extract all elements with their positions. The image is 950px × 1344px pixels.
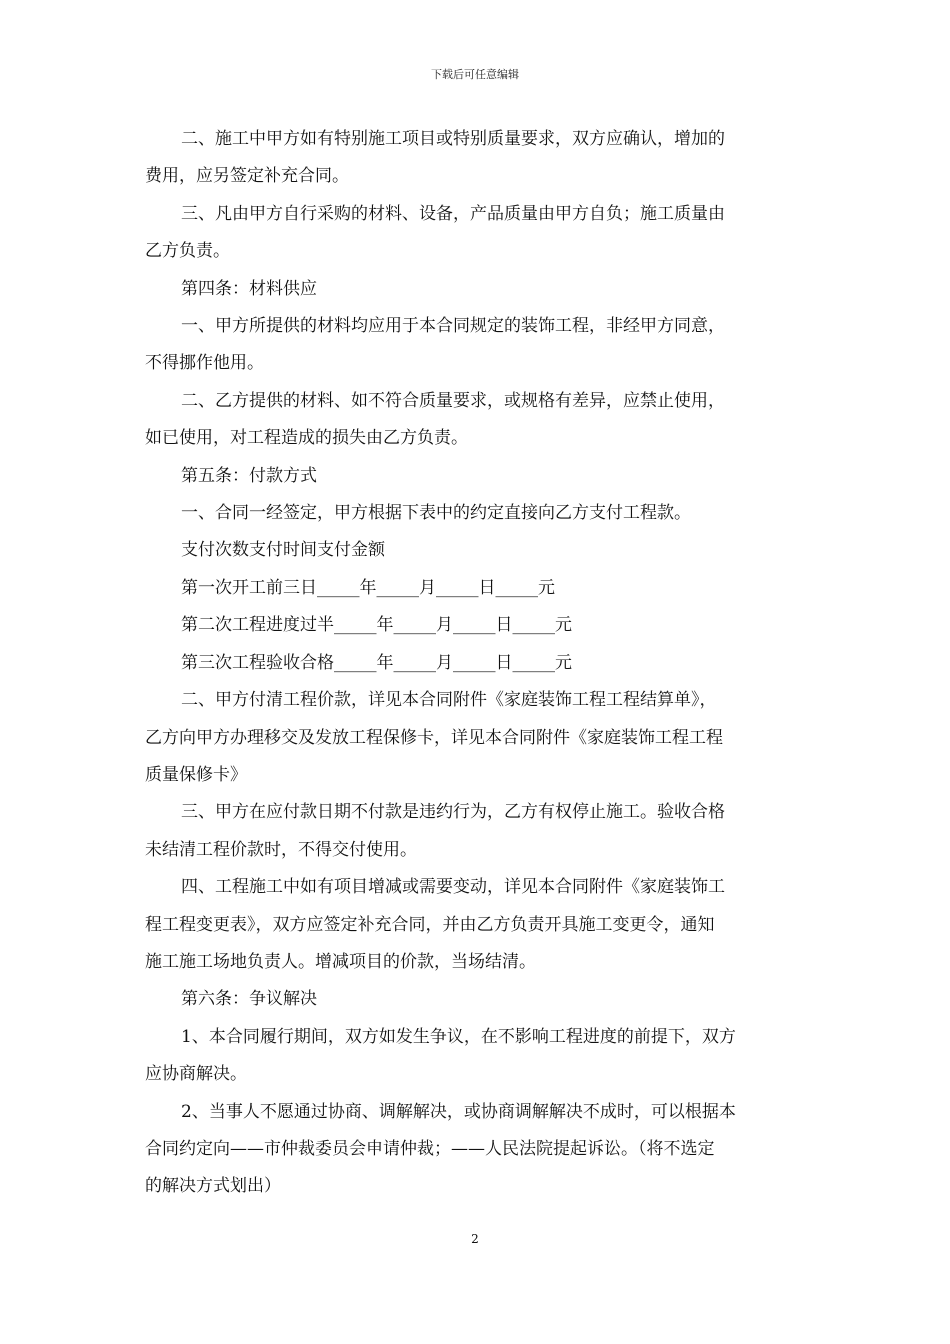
document-line: 程工程变更表》，双方应签定补充合同，并由乙方负责开具施工变更令，通知	[145, 914, 715, 935]
document-line: 1、本合同履行期间，双方如发生争议，在不影响工程进度的前提下，双方	[181, 1026, 736, 1047]
document-line: 二、甲方付清工程价款，详见本合同附件《家庭装饰工程工程结算单》，	[181, 690, 717, 711]
document-line: 的解决方式划出）	[145, 1176, 281, 1197]
page-number: 2	[471, 1232, 479, 1246]
document-body	[145, 121, 807, 1206]
document-line: 第五条：付款方式	[181, 465, 317, 486]
document-line: 2、当事人不愿通过协商、调解解决，或协商调解解决不成时，可以根据本	[181, 1101, 736, 1122]
document-line: 第二次工程进度过半_____年_____月_____日_____元	[181, 615, 572, 636]
document-line: 第一次开工前三日_____年_____月_____日_____元	[181, 577, 555, 598]
document-line: 二、乙方提供的材料、如不符合质量要求，或规格有差异，应禁止使用，	[181, 390, 725, 411]
document-line: 不得挪作他用。	[145, 353, 264, 374]
document-line: 合同约定向——市仲裁委员会申请仲裁；——人民法院提起诉讼。（将不选定	[145, 1138, 715, 1159]
document-line: 一、甲方所提供的材料均应用于本合同规定的装饰工程，非经甲方同意，	[181, 316, 725, 337]
page-header: 下载后可任意编辑	[431, 68, 519, 81]
document-line: 乙方向甲方办理移交及发放工程保修卡，详见本合同附件《家庭装饰工程工程	[145, 727, 723, 748]
document-line: 三、甲方在应付款日期不付款是违约行为，乙方有权停止施工。验收合格	[181, 802, 725, 823]
document-line: 质量保修卡》	[145, 764, 247, 785]
document-line: 支付次数支付时间支付金额	[181, 540, 385, 561]
document-line: 如已使用，对工程造成的损失由乙方负责。	[145, 428, 468, 449]
document-line: 一、合同一经签定，甲方根据下表中的约定直接向乙方支付工程款。	[181, 503, 691, 524]
document-line: 未结清工程价款时，不得交付使用。	[145, 839, 417, 860]
document-line: 三、凡由甲方自行采购的材料、设备，产品质量由甲方自负；施工质量由	[181, 203, 725, 224]
document-line: 乙方负责。	[145, 241, 230, 262]
document-line: 第三次工程验收合格_____年_____月_____日_____元	[181, 652, 572, 673]
document-line: 第四条：材料供应	[181, 278, 317, 299]
document-line: 施工施工场地负责人。增减项目的价款，当场结清。	[145, 951, 536, 972]
document-line: 四、工程施工中如有项目增减或需要变动，详见本合同附件《家庭装饰工	[181, 877, 725, 898]
document-line: 二、施工中甲方如有特别施工项目或特别质量要求，双方应确认，增加的	[181, 129, 725, 149]
document-line: 费用，应另签定补充合同。	[145, 166, 349, 187]
document-line: 第六条：争议解决	[181, 989, 317, 1010]
document-line: 应协商解决。	[145, 1064, 247, 1085]
